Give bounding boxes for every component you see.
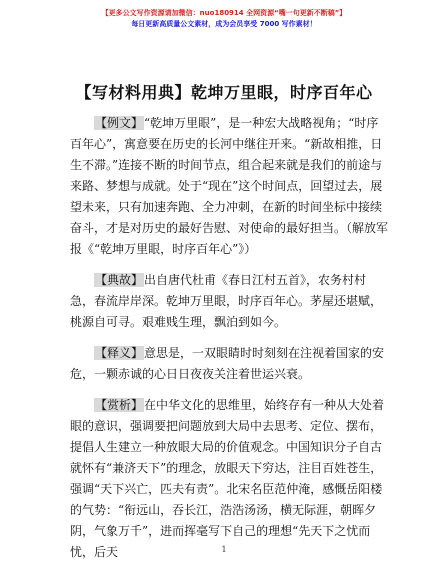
paragraph-allusion xyxy=(70,270,390,333)
document-title: 【写材料用典】乾坤万里眼，时序百年心 xyxy=(75,83,373,102)
page-number: 1 xyxy=(221,545,227,554)
paragraph-tag: 【赏析】 xyxy=(95,398,144,412)
paragraph-example xyxy=(70,113,390,260)
paragraph-text: 在中华文化的思维里，始终存有一种从大处着眼的意识，强调要把问题放到大局中去思考、定位、摆布，提倡人生建立一种放眼大局的价值观念。中国知识分子自古就怀有“兼济天下”的理念，放眼天下穷达，注目百姓苍生，强调“天下兴亡，匹夫有责”。北宋名臣范仲淹，感慨岳阳楼的气势：“衔远山，吞长江，浩浩汤汤，横无际涯，朝晖夕阴，气象万千”，进而挥毫写下自己的理想“先天下之忧而忧，后天 xyxy=(70,398,385,559)
paragraph-tag: 【释义】 xyxy=(95,346,144,360)
paragraph-meaning xyxy=(70,343,390,385)
paragraph-tag: 【典故】 xyxy=(95,273,144,287)
paragraph-text: 出自唐代杜甫《春日江村五首》，农务村村急，春流岸岸深。乾坤万里眼，时序百年心。茅屋还堪赋，桃源自可寻。艰难贱生理，飘泊到如今。 xyxy=(70,273,383,329)
paragraph-text: “乾坤万里眼”，是一种宏大战略视角；“时序百年心”，寓意要在历史的长河中继往开来。“新故相推，日生不滞。”连接不断的时间节点，组合起来就是我们的前途与来路、梦想与成就。处于“现在”这个时间点，回望过去，展望未来，只有加速奔跑、全力冲刺，在新的时间坐标中接续奋斗，才是对历史的最好告慰、对使命的最好担当。（解放军报《“乾坤万里眼，时序百年心”》） xyxy=(70,116,389,256)
document-body xyxy=(70,113,390,573)
paragraph-appreciation xyxy=(70,395,390,563)
paragraph-text: 意思是，一双眼睛时时刻刻在注视着国家的安危，一颗赤诚的心日日夜夜关注着世运兴衰。 xyxy=(70,346,385,381)
banner-line-1: 【更多公文写作资源请加微信：nuo180914 全网资源“嘴一句更新不断稿”】 xyxy=(101,9,347,17)
banner-line-2: 每日更新高质量公文素材，成为会员享受 7000 写作素材！ xyxy=(131,20,317,28)
header-banner xyxy=(0,8,448,30)
paragraph-tag: 【例文】 xyxy=(95,116,144,130)
